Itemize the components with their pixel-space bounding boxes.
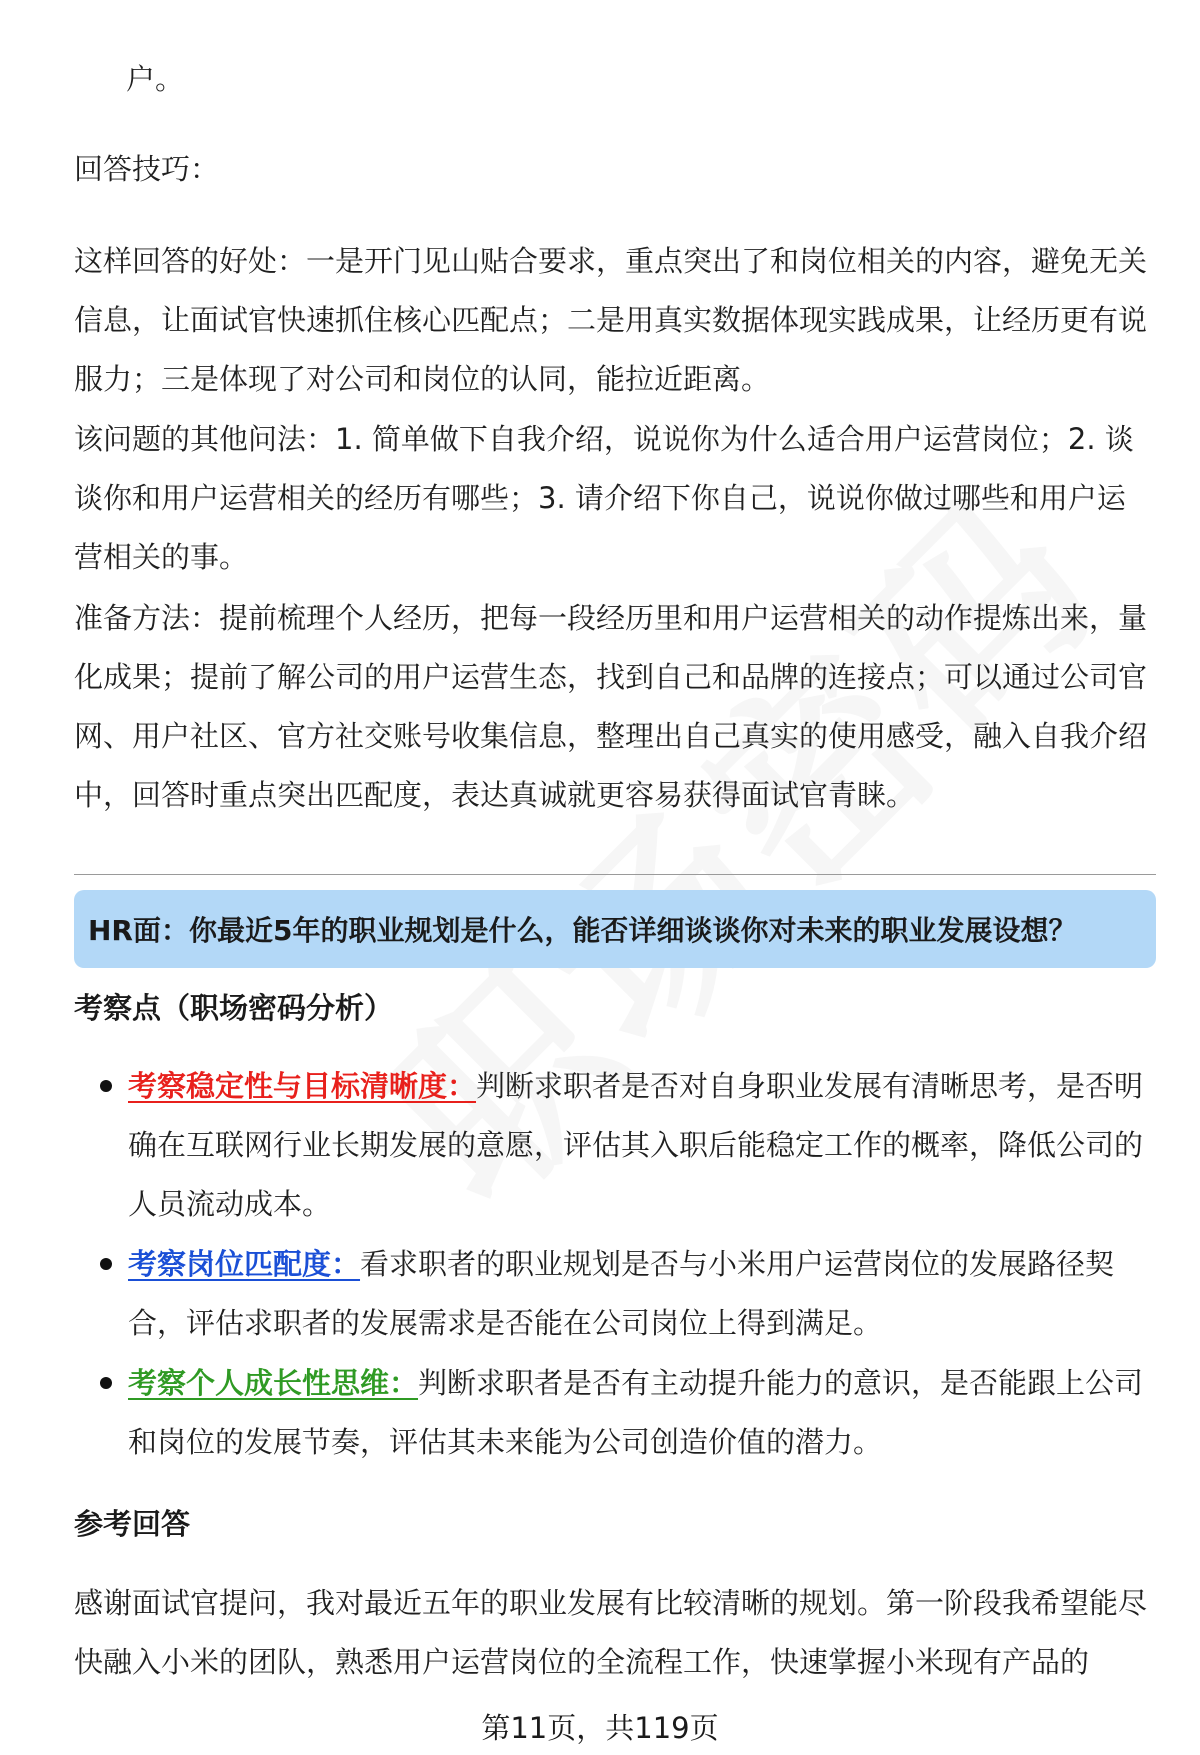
bullet-dot	[100, 1377, 112, 1389]
answer-tips-label: 回答技巧：	[74, 152, 220, 186]
section-divider	[74, 874, 1156, 875]
exam-point-text: 判断求职者是否有主动提升能力的意识，是否能跟上公司和岗位的发展节奏，评估其未来能为公司创造价值的潜力。	[128, 1366, 1144, 1459]
intro-tail-text: 户。	[126, 62, 185, 96]
exam-heading: 考察点（职场密码分析）	[74, 991, 394, 1025]
bullet-dot	[100, 1080, 112, 1092]
exam-point-keyword: 考察个人成长性思维：	[128, 1366, 419, 1400]
exam-point-2	[128, 1235, 1158, 1353]
exam-point-1	[128, 1057, 1158, 1234]
reference-answer-heading: 参考回答	[74, 1507, 191, 1541]
other-asks-paragraph: 该问题的其他问法：1. 简单做下自我介绍，说说你为什么适合用户运营岗位；2. 谈谈你和用户运营相关的经历有哪些；3. 请介绍下你自己，说说你做过哪些和用户运营相关的事。	[74, 422, 1134, 574]
exam-point-3	[128, 1354, 1158, 1472]
page-number: 第11页，共119页	[481, 1711, 719, 1745]
benefit-paragraph: 这样回答的好处：一是开门见山贴合要求，重点突出了和岗位相关的内容，避免无关信息，让面试官快速抓住核心匹配点；二是用真实数据体现实践成果，让经历更有说服力；三是体现了对公司和岗位的认同，能拉近距离。	[74, 244, 1148, 396]
prep-paragraph: 准备方法：提前梳理个人经历，把每一段经历里和用户运营相关的动作提炼出来，量化成果；提前了解公司的用户运营生态，找到自己和品牌的连接点；可以通过公司官网、用户社区、官方社交账号收集信息，整理出自己真实的使用感受，融入自我介绍中，回答时重点突出匹配度，表达真诚就更容易获得面试官青睐。	[74, 601, 1148, 812]
exam-point-text: 判断求职者是否对自身职业发展有清晰思考，是否明确在互联网行业长期发展的意愿，评估其入职后能稳定工作的概率，降低公司的人员流动成本。	[128, 1069, 1144, 1221]
question-box	[74, 890, 1156, 968]
reference-answer-text: 感谢面试官提问，我对最近五年的职业发展有比较清晰的规划。第一阶段我希望能尽快融入小米的团队，熟悉用户运营岗位的全流程工作，快速掌握小米现有产品的	[74, 1586, 1148, 1679]
exam-point-keyword: 考察稳定性与目标清晰度：	[128, 1069, 477, 1103]
exam-point-text: 看求职者的职业规划是否与小米用户运营岗位的发展路径契合，评估求职者的发展需求是否能在公司岗位上得到满足。	[128, 1247, 1115, 1340]
question-text: HR面：你最近5年的职业规划是什么，能否详细谈谈你对未来的职业发展设想？	[88, 914, 1077, 947]
bullet-dot	[100, 1258, 112, 1270]
exam-point-keyword: 考察岗位匹配度：	[128, 1247, 361, 1281]
